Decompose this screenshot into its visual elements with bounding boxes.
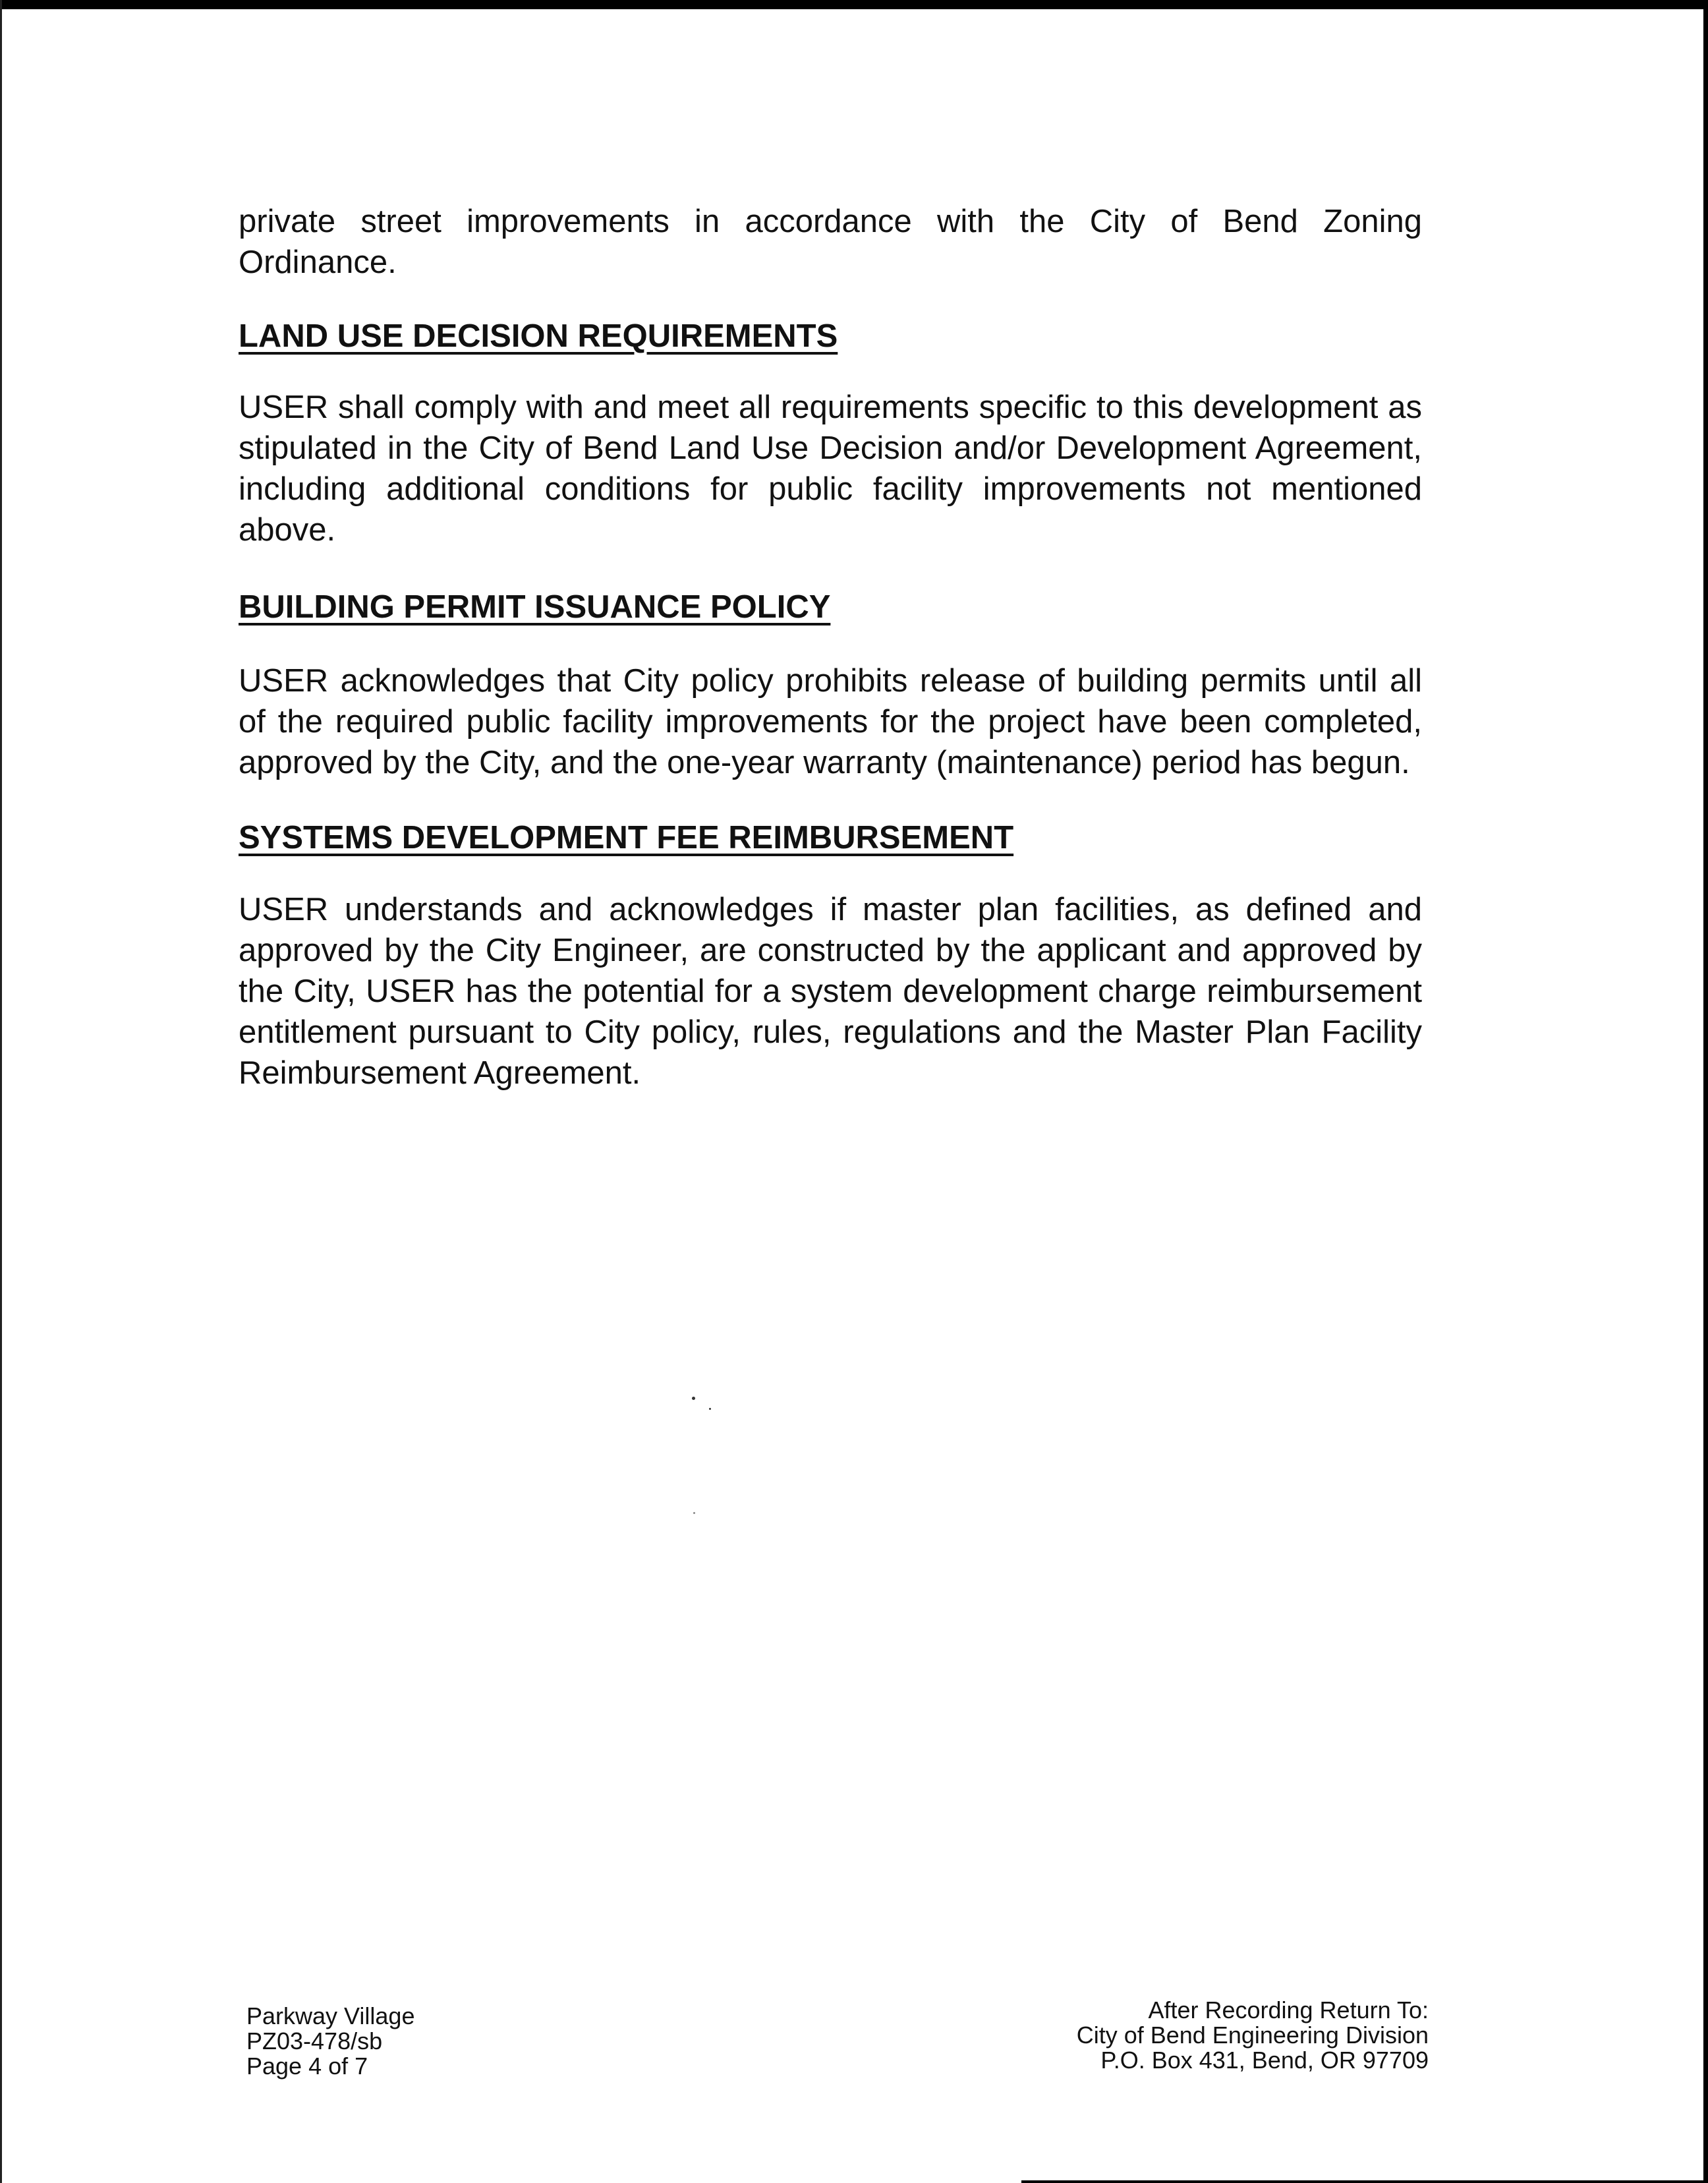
footer-return-address-line: P.O. Box 431, Bend, OR 97709: [1100, 2047, 1429, 2074]
section-body-building-permit: USER acknowledges that City policy prohibits release of building permits until all of the required public facility improvements for the project have been completed, approved by the City, and the one-year warranty (maintenance) period has begun.: [239, 663, 1422, 780]
section-heading-building-permit: BUILDING PERMIT ISSUANCE POLICY: [239, 589, 831, 625]
section-heading-land-use: LAND USE DECISION REQUIREMENTS: [239, 318, 838, 354]
footer-project-name: Parkway Village: [246, 2002, 415, 2029]
footer-return-address: [1077, 1998, 1429, 2073]
scan-speck: [693, 1512, 695, 1514]
scan-speck: [692, 1397, 695, 1400]
scan-speck: [709, 1408, 711, 1410]
scan-border-bottom: [1021, 2180, 1708, 2183]
footer-document-info: [246, 2004, 414, 2079]
section-body-land-use: USER shall comply with and meet all requirements specific to this development as stipulated in the City of Bend Land Use Decision and/or Development Agreement, including additional conditions for public facility improvements not mentioned above.: [239, 390, 1422, 548]
section-body-sdc-reimbursement: USER understands and acknowledges if master plan facilities, as defined and approved by the City Engineer, are constructed by the applicant and approved by the City, USER has the potential for a system development charge reimbursement entitlement pursuant to City policy, rules, regulations and the Master Plan Facility Reimbursement Agreement.: [239, 892, 1422, 1091]
footer-file-number: PZ03-478/sb: [246, 2027, 383, 2054]
footer-return-label: After Recording Return To:: [1148, 1996, 1429, 2023]
footer-return-organization: City of Bend Engineering Division: [1076, 2022, 1429, 2049]
scan-border-top: [0, 0, 1708, 9]
footer-page-number: Page 4 of 7: [246, 2052, 368, 2080]
scan-border-right: [1703, 0, 1708, 2183]
section-heading-sdc-reimbursement: SYSTEMS DEVELOPMENT FEE REIMBURSEMENT: [239, 820, 1014, 856]
intro-paragraph: private street improvements in accordance with the City of Bend Zoning Ordinance.: [239, 204, 1422, 280]
document-body: [239, 201, 1422, 1093]
scan-border-left: [0, 0, 2, 2183]
